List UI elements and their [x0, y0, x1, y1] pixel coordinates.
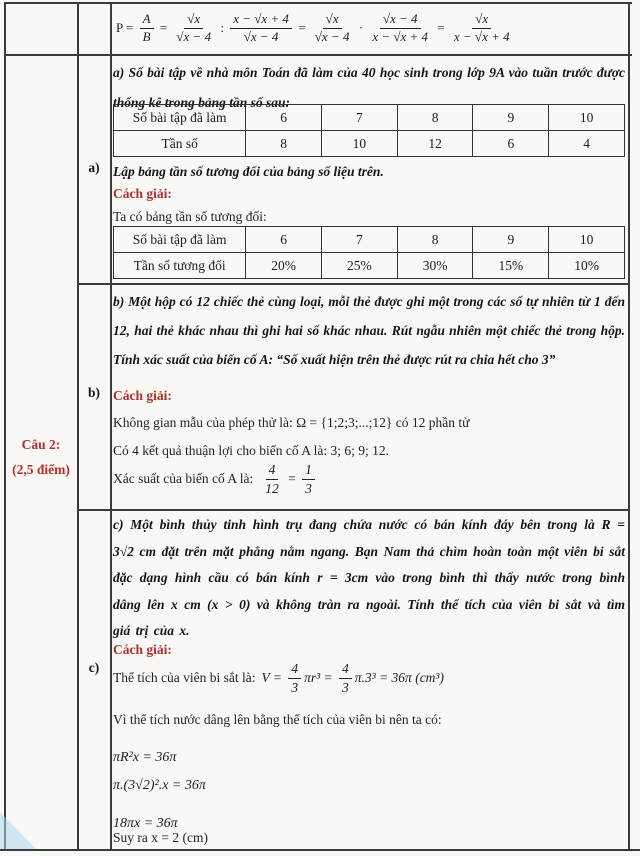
table-cell: 8 [397, 227, 473, 253]
grid-line-row2 [77, 283, 630, 285]
table-cell: 30% [397, 253, 473, 279]
table-cell: Số bài tập đã làm [114, 105, 246, 131]
part-a-statement: a) Số bài tập về nhà môn Toán đã làm của 40 học sinh trong lớp 9A vào tuần trước được thống kê trong bảng tần số sau: [113, 65, 625, 110]
table-cell: 6 [246, 227, 322, 253]
question-number: Câu 2: [21, 437, 61, 452]
table-cell: 4 [549, 131, 625, 157]
part-c-statement: c) Một bình thủy tinh hình trụ đang chứa nước có bán kính đáy bên trong là R = 3√2 cm đặt trên mặt phẳng nằm ngang. Bạn Nam thả chìm hoàn toàn một viên bi sắt đặc dạng hình cầu có bán kính r = 3cm vào trong bình thì thấy nước trong bình dâng lên x cm (x > 0) và không tràn ra ngoài. Tính thể tích của viên bi sắt và tìm giá trị của x. [113, 517, 625, 638]
table-cell: 10 [549, 227, 625, 253]
grid-line-row3 [77, 509, 630, 511]
table-cell: 7 [322, 227, 398, 253]
table-cell: 20% [246, 253, 322, 279]
part-c-equation-3: 18πx = 36π [113, 816, 178, 831]
table-cell: 25% [322, 253, 398, 279]
part-c-volume-intro: Thể tích của viên bi sắt là: [113, 670, 256, 686]
relative-frequency-table [113, 226, 625, 279]
table-cell: Tần số [114, 131, 246, 157]
part-b-sample-space: Không gian mẫu của phép thử là: Ω = {1;2;3;...;12} có 12 phần tử [113, 415, 470, 430]
table-row [114, 227, 625, 253]
probability-fraction-formula: $\frac{4}{12}$ = $\frac{1}{3}$ [259, 462, 318, 496]
sphere-volume-formula: V = $\frac{4}{3}$ πr³ = $\frac{4}{3}$ π.3³ = 36π (cm³) [261, 661, 444, 695]
p-simplification-formula: P = $\frac{A}{B}$ = $\frac{√x}{√x - 4}$ : $\frac{x - √x + 4}{√x - 4}$ = $\frac{√x}{√x - 4}$ · $\frac{√x - 4}{x - √x + 4}$ = $\frac{√x}{x - √x + 4}$ [116, 10, 510, 44]
table-cell: 10% [549, 253, 625, 279]
grid-line-col1 [77, 2, 79, 851]
expression-simplification-row [116, 2, 626, 54]
part-b-probability-intro: Xác suất của biến cố A là: [113, 471, 254, 487]
table-cell: 9 [473, 227, 549, 253]
marker-part-a: a) [88, 160, 100, 175]
solution-label-b: Cách giải: [113, 388, 172, 403]
grid-line-left [4, 2, 6, 851]
frequency-table [113, 104, 625, 157]
table-cell: Số bài tập đã làm [114, 227, 246, 253]
part-b-probability-line [113, 462, 625, 496]
part-c-conclusion: Suy ra x = 2 (cm) [113, 830, 208, 845]
part-c-equation-1: πR²x = 36π [113, 750, 177, 765]
table-cell: 8 [397, 105, 473, 131]
question-points: (2,5 điểm) [12, 462, 70, 477]
scan-corner-mark [0, 812, 36, 849]
table-row [114, 105, 625, 131]
table-cell: 8 [246, 131, 322, 157]
part-b-statement: b) Một hộp có 12 chiếc thẻ cùng loại, mỗi thẻ được ghi một trong các số tự nhiên từ 1 đến 12, hai thẻ khác nhau thì ghi hai số khác nhau. Rút ngẫu nhiên một chiếc thẻ trong hộp. Tính xác suất của biến cố A: “Số xuất hiện trên thẻ được rút ra chia hết cho 3” [113, 294, 625, 367]
question-label-cell [5, 432, 77, 482]
grid-line-col2 [110, 2, 112, 851]
table-cell: 7 [322, 105, 398, 131]
table-cell: 10 [549, 105, 625, 131]
part-c-reason: Vì thể tích nước dâng lên bằng thể tích của viên bi nên ta có: [113, 712, 442, 727]
table-row [114, 131, 625, 157]
table-cell: 9 [473, 105, 549, 131]
part-b-favorable: Có 4 kết quả thuận lợi cho biến cố A là: 3; 6; 9; 12. [113, 443, 389, 458]
grid-line-row1 [4, 54, 632, 56]
table-cell: 6 [246, 105, 322, 131]
marker-part-c: c) [88, 660, 100, 675]
table-cell: Tần số tương đối [114, 253, 246, 279]
table-cell: 15% [473, 253, 549, 279]
solution-label-a: Cách giải: [113, 186, 172, 201]
part-c-equation-2: π.(3√2)².x = 36π [113, 778, 206, 793]
table-row [114, 253, 625, 279]
solution-label-c: Cách giải: [113, 642, 172, 657]
grid-line-bottom [0, 849, 640, 851]
grid-line-right [628, 2, 630, 851]
table-cell: 10 [322, 131, 398, 157]
part-a-solution-intro: Ta có bảng tần số tương đối: [113, 209, 267, 224]
table-cell: 12 [397, 131, 473, 157]
part-a-task: Lập bảng tần số tương đối của bảng số liệu trên. [113, 164, 384, 179]
marker-part-b: b) [87, 385, 100, 400]
part-c-volume-line [113, 661, 625, 695]
table-cell: 6 [473, 131, 549, 157]
